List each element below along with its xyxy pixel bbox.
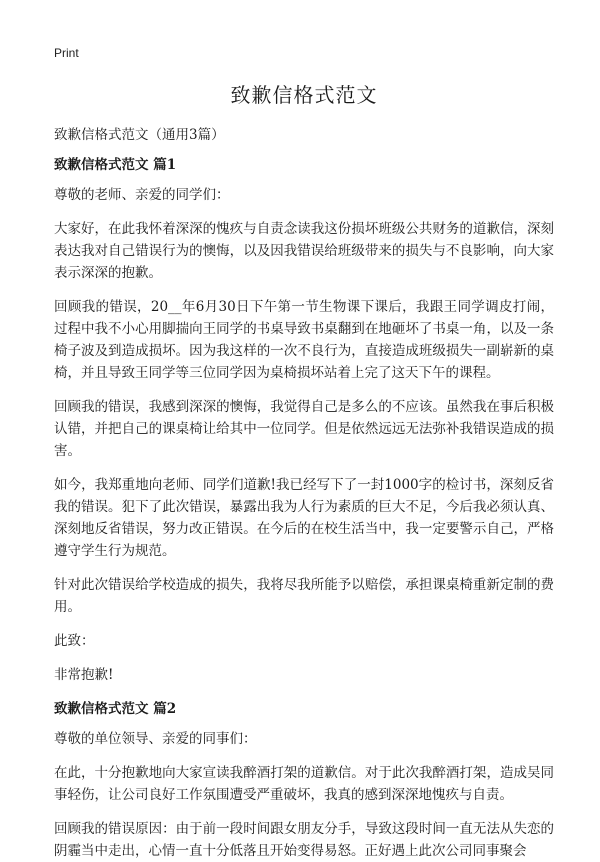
section-1-salutation: 尊敬的老师、亲爱的同学们： xyxy=(54,187,230,203)
page-title: 致歉信格式范文 xyxy=(230,83,378,107)
section-1-signoff: 非常抱歉! xyxy=(54,667,114,683)
section-1-paragraph: 针对此次错误给学校造成的损失，我将尽我所能予以赔偿，承担课桌椅重新定制的费用。 xyxy=(54,577,554,615)
document-subtitle: 致歉信格式范文（通用3篇） xyxy=(54,127,225,143)
section-2-paragraph: 在此，十分抱歉地向大家宣读我醉酒打架的道歉信。对于此次我醉酒打架，造成吴同事轻伤，让公司良好工作氛围遭受严重破坏，我真的感到深深地愧疚与自责。 xyxy=(54,765,554,803)
print-link[interactable]: Print xyxy=(54,46,79,60)
section-1-heading: 致歉信格式范文 篇1 xyxy=(54,157,177,173)
section-1-paragraph: 回顾我的错误，20__年6月30日下午第一节生物课下课后，我跟王同学调皮打闹，过程中我不小心用脚揣向王同学的书桌导致书桌翻到在地砸坏了书桌一角，以及一条椅子波及到造成损坏。因为我这样的一次不良行为，直接造成班级损失一副崭新的桌椅，并且导致王同学等三位同学因为桌椅损坏站着上完了这天下午的课程。 xyxy=(54,299,554,381)
section-2-paragraph: 回顾我的错误原因：由于前一段时间跟女朋友分手，导致这段时间一直无法从失恋的阴霾当中走出，心情一直十分低落且开始变得易怒。正好遇上此次公司同事聚会 xyxy=(54,821,554,859)
section-2-salutation: 尊敬的单位领导、亲爱的同事们： xyxy=(54,731,257,747)
section-1-paragraph: 大家好，在此我怀着深深的愧疚与自责念读我这份损坏班级公共财务的道歉信，深刻表达我对自己错误行为的懊悔，以及因我错误给班级带来的损失与不良影响，向大家表示深深的抱歉。 xyxy=(54,221,554,281)
section-1-paragraph: 如今，我郑重地向老师、同学们道歉!我已经写下了一封1000字的检讨书，深刻反省我的错误。犯下了此次错误，暴露出我为人行为素质的巨大不足，今后我必须认真、深刻地反省错误，努力改正错误。在今后的在校生活当中，我一定要警示自己，严格遵守学生行为规范。 xyxy=(54,477,554,559)
section-2-heading: 致歉信格式范文 篇2 xyxy=(54,701,177,717)
section-1-paragraph: 回顾我的错误，我感到深深的懊悔，我觉得自己是多么的不应该。虽然我在事后积极认错，并把自己的课桌椅让给其中一位同学。但是依然远远无法弥补我错误造成的损害。 xyxy=(54,399,554,459)
section-1-closing: 此致： xyxy=(54,633,95,649)
